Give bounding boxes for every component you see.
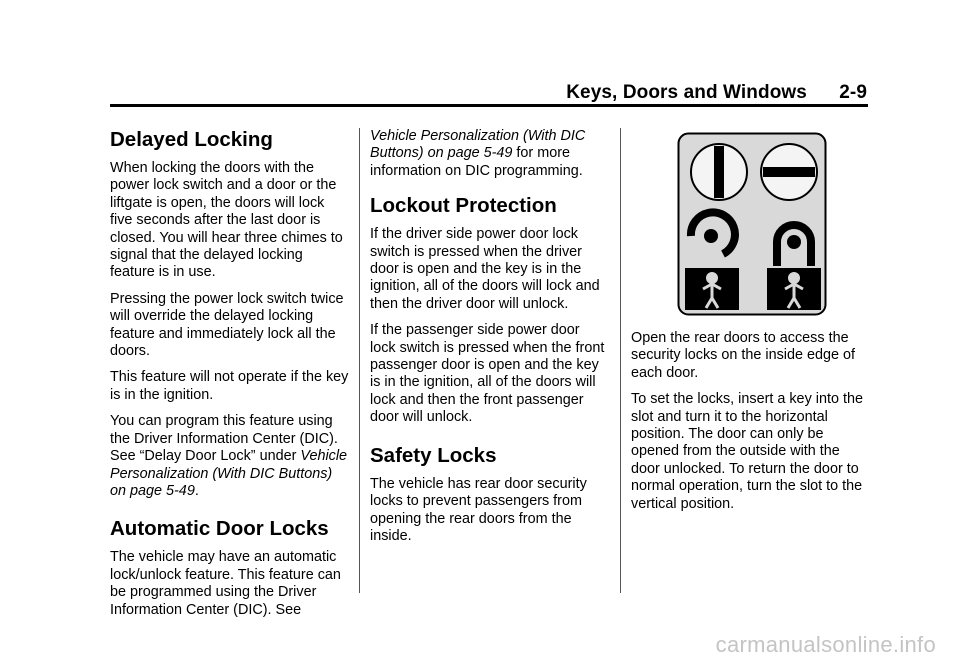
paragraph: Pressing the power lock switch twice will override the delayed locking feature and immediately lock all the doors. [110, 290, 344, 360]
paragraph: To set the locks, insert a key into the slot and turn it to the horizontal position. The door can only be opened from the outside with the door unlocked. To return the door to normal operation, turn the slot to the vertical position. [631, 391, 863, 512]
heading-lockout-protection: Lockout Protection [370, 194, 557, 218]
paragraph: The vehicle may have an automatic lock/unlock feature. This feature can be programmed using the Driver Information Center (DIC). See [110, 549, 341, 618]
cross-reference-link[interactable]: Vehicle Personalization (With DIC Buttons) on page 5-49 [110, 448, 348, 499]
page-header [566, 82, 867, 104]
heading-safety-locks: Safety Locks [370, 443, 497, 467]
paragraph: If the driver side power door lock switch is pressed when the driver door is open and the key is in the ignition, all of the doors will lock and then the driver door will unlock. [370, 226, 600, 312]
cross-reference-link[interactable]: Vehicle Personalization (With DIC Buttons) on page 5-49 [370, 128, 586, 162]
watermark: carmanualsonline.info [715, 632, 936, 657]
paragraph: If the passenger side power door lock switch is pressed when the front passenger door is open and the key is in the ignition, all of the doors will lock and then the front passenger door will unlock. [370, 322, 605, 426]
section-title: Keys, Doors and Windows [566, 82, 807, 103]
safety-lock-illustration [677, 132, 827, 316]
column-3 [631, 128, 871, 522]
paragraph: When locking the doors with the power lock switch and a door or the liftgate is open, the doors will lock five seconds after the last door is closed. You will hear three chimes to signal that the delayed locking feature is in use. [110, 160, 343, 281]
column-divider [359, 128, 360, 593]
paragraph: The vehicle has rear door security locks to prevent passengers from opening the rear doors from the inside. [370, 475, 587, 544]
column-divider [620, 128, 621, 593]
column-1 [110, 128, 350, 628]
paragraph: You can program this feature using the Driver Information Center (DIC). See “Delay Door Lock” under Vehicle Personalization (With DIC Buttons) on page 5-49. [110, 413, 348, 499]
header-rule [110, 104, 868, 107]
column-2 [370, 128, 608, 554]
paragraph: Open the rear doors to access the security locks on the inside edge of each door. [631, 330, 855, 381]
paragraph: Vehicle Personalization (With DIC Buttons) on page 5-49 for more information on DIC programming. [370, 128, 586, 179]
page-number: 2-9 [839, 82, 867, 103]
heading-automatic-door-locks: Automatic Door Locks [110, 517, 329, 541]
heading-delayed-locking: Delayed Locking [110, 128, 273, 151]
paragraph: This feature will not operate if the key is in the ignition. [110, 369, 349, 403]
